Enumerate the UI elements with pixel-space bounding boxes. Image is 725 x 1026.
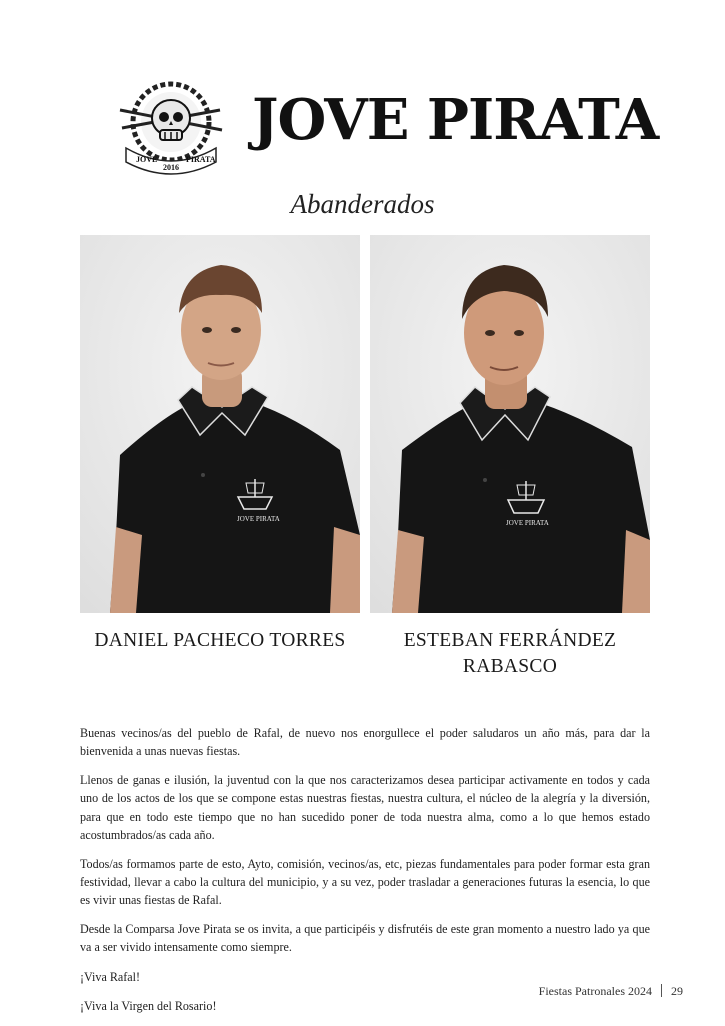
logo-text-right: PIRATA bbox=[186, 155, 216, 164]
person-name-1: DANIEL PACHECO TORRES bbox=[94, 630, 346, 651]
page-title: JOVE PIRATA bbox=[252, 87, 659, 153]
portrait-photo-1 bbox=[80, 235, 360, 613]
paragraph-4: Desde la Comparsa Jove Pirata se os invita, a que participéis y disfrutéis de este gran momento a nuestro lado ya que va a ser vivido intensamente como siempre. bbox=[80, 922, 650, 955]
jove-pirata-logo bbox=[112, 70, 230, 180]
paragraph-2: Llenos de ganas e ilusión, la juventud con la que nos caracterizamos desea participar activamente en todos y cada uno de los actos de los que se compone estas nuestras fiestas, nuestra cultura, el núcleo de la alegría y la diversión, para que en todo este tiempo que no han sucedido poner de toda nuestra alma, como a lo que hemos estado acostumbrados/as cada año. bbox=[80, 773, 650, 842]
footer-separator bbox=[661, 984, 662, 997]
logo-year: 2016 bbox=[163, 163, 179, 172]
body-text bbox=[80, 724, 650, 1026]
page-number: 29 bbox=[671, 984, 683, 998]
page-footer bbox=[539, 984, 683, 999]
logo-text-left: JOVE bbox=[136, 155, 158, 164]
shirt-logo-text-1: JOVE PIRATA bbox=[237, 515, 280, 523]
shirt-logo-text-2: JOVE PIRATA bbox=[506, 519, 549, 527]
portrait-photo-2 bbox=[370, 235, 650, 613]
paragraph-3: Todos/as formamos parte de esto, Ayto, comisión, vecinos/as, etc, piezas fundamentales para poder formar esta gran festividad, llevar a cabo la cultura del municipio, y a su vez, poder trasladar a generaciones futuras la esencia, lo que es vivir unas fiestas de Rafal. bbox=[80, 856, 650, 908]
paragraph-5: ¡Viva Rafal! bbox=[80, 969, 141, 984]
paragraph-1: Buenas vecinos/as del pueblo de Rafal, de nuevo nos enorgullece el poder saludaros un año más, para dar la bienvenida a unas nuevas fiestas. bbox=[80, 726, 650, 759]
person-name-2: ESTEBAN FERRÁNDEZ RABASCO bbox=[403, 630, 617, 678]
paragraph-6: ¡Viva la Virgen del Rosario! bbox=[80, 998, 217, 1013]
page-subtitle: Abanderados bbox=[290, 189, 435, 219]
footer-publication: Fiestas Patronales 2024 bbox=[538, 984, 652, 998]
